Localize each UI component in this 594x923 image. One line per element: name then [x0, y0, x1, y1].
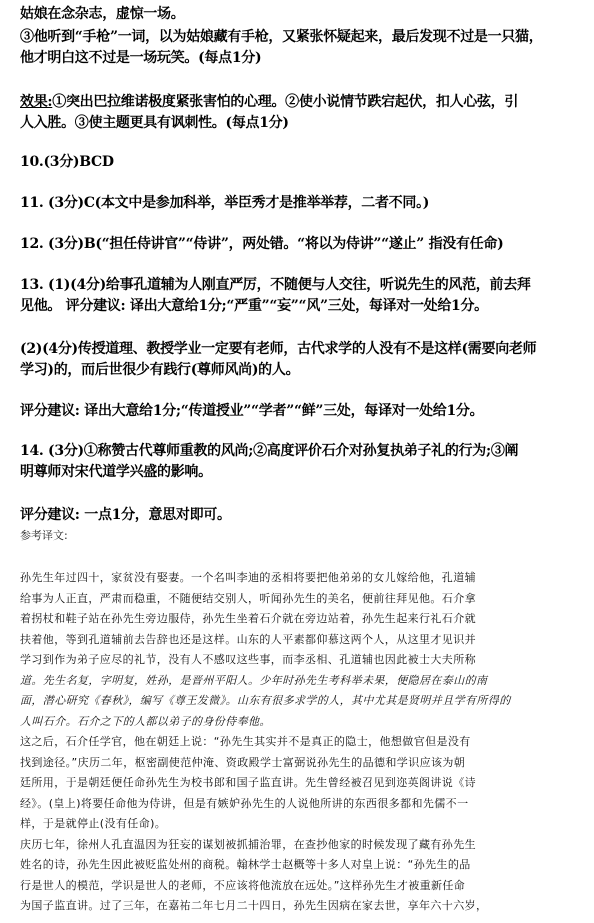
translation-line: 扶着他，等到孔道辅前去告辞也还是这样。山东的人平素都仰慕这两个人，从这里才见识并 — [20, 632, 476, 646]
scoring-note-q13: 评分建议: 译出大意给1分;“传道授业”“学者”“鲜”三处，每译对一处给1分。 — [20, 403, 484, 419]
effect-label: 效果: — [20, 94, 53, 110]
translation-line: 这之后，石介任学官，他在朝廷上说：“孙先生其实并不是真正的隐士，他想做官但是没有 — [20, 735, 471, 748]
effect-answer-cont: 人入胜。③使主题更具有讽刺性。(每点1分) — [20, 115, 289, 131]
translation-line: 样，于是就停止(没有任命)。 — [20, 817, 167, 830]
answer-q10: 10.(3分)BCD — [20, 154, 114, 170]
translation-line: 人叫石介。石介之下的人都以弟子的身份侍奉他。 — [20, 714, 271, 728]
answer-q14: 14. (3分)①称赞古代尊师重教的风尚;②高度评价石介对孙复执弟子礼的行为;③阐 — [20, 443, 519, 459]
answer-line: 姑娘在念杂志，虚惊一场。 — [20, 6, 185, 22]
effect-answer — [20, 92, 580, 113]
translation-line: 行是世人的模范，学识是世人的老师，不应该将他流放在远处。”这样孙先生才被重新任命 — [20, 878, 466, 892]
answer-q11: 11. (3分)C(本文中是参加科举，举臣秀才是推举举荐，二者不同。) — [20, 195, 430, 211]
translation-body — [20, 568, 578, 917]
translation-line: 为国子监直讲。过了三年，在嘉祐二年七月二十四日，孙先生因病在家去世，享年六十六岁， — [20, 899, 488, 912]
answer-q13-2-cont: 学习)的，而后世很少有践行(尊师风尚)的人。 — [20, 362, 300, 378]
translation-line: 道。先生名复，字明复，姓孙，是晋州平阳人。少年时孙先生考科举未果，便隐居在泰山的南 — [20, 673, 488, 687]
translation-heading: 参考译文: — [20, 529, 68, 542]
translation-line: 学习到作为弟子应尽的礼节，没有人不感叹这些事，而李丞相、孔道辅也因此被士大夫所称 — [20, 653, 476, 666]
answer-q13-2: (2)(4分)传授道理、教授学业一定要有老师，古代求学的人没有不是这样(需要向老师 — [20, 341, 537, 357]
translation-line: 姓名的诗，孙先生因此被贬监处州的商税。翰林学士赵概等十多人对皇上说：“孙先生的品 — [20, 858, 471, 871]
translation-line: 找到途径。”庆历二年，枢密副使范仲淹、资政殿学士富弼说孙先生的品德和学识应该为朝 — [20, 755, 466, 769]
answer-line: ③他听到“手枪”一词，以为姑娘藏有手枪，又紧张怀疑起来，最后发现不过是一只猫， — [20, 29, 543, 45]
translation-line: 着拐杖和鞋子站在孙先生旁边服侍，孙先生坐着石介就在旁边站着，孙先生起来行礼石介就 — [20, 612, 476, 625]
translation-line: 经》。(皇上)将要任命他为侍讲，但是有嫉妒孙先生的人说他所讲的东西很多都和先儒不一 — [20, 796, 469, 810]
answer-line: 他才明白这不过是一场玩笑。(每点1分) — [20, 50, 262, 66]
translation-line: 庆历七年，徐州人孔直温因为狂妄的谋划被抓捕治罪，在查抄他家的时候发现了藏有孙先生 — [20, 837, 476, 851]
answer-q13-1-cont: 见他。 评分建议: 译出大意给1分;“严重”“妄”“风”三处，每译对一处给1分。 — [20, 298, 488, 314]
scoring-note-q14: 评分建议: 一点1分，意思对即可。 — [20, 507, 231, 523]
answer-q12: 12. (3分)B(“担任侍讲官”“侍讲”，两处错。“将以为侍讲”“遂止” 指没有任命) — [20, 236, 504, 252]
translation-line: 廷所用，于是朝廷便任命孙先生为校书郎和国子监直讲。先生曾经被召见到迩英阁讲说《诗 — [20, 776, 476, 789]
translation-line: 给事为人正直，严肃而稳重，不随便结交别人，听闻孙先生的美名，便前往拜见他。石介拿 — [20, 591, 476, 605]
translation-line: 面，潜心研究《春秋》，编写《尊王发微》。山东有很多求学的人，其中尤其是贤明并且学有所得的 — [20, 694, 511, 707]
effect-text: ①突出巴拉维诺极度紧张害怕的心理。②使小说情节跌宕起伏，扣人心弦，引 — [52, 94, 519, 110]
answer-q14-cont: 明尊师对宋代道学兴盛的影响。 — [20, 464, 212, 480]
translation-line: 孙先生年过四十，家贫没有娶妻。一个名叫李迪的丞相将要把他弟弟的女儿嫁给他，孔道辅 — [20, 571, 476, 584]
answer-q13-1: 13. (1)(4分)给事孔道辅为人刚直严厉，不随便与人交往，听说先生的风范，前去拜 — [20, 277, 531, 293]
